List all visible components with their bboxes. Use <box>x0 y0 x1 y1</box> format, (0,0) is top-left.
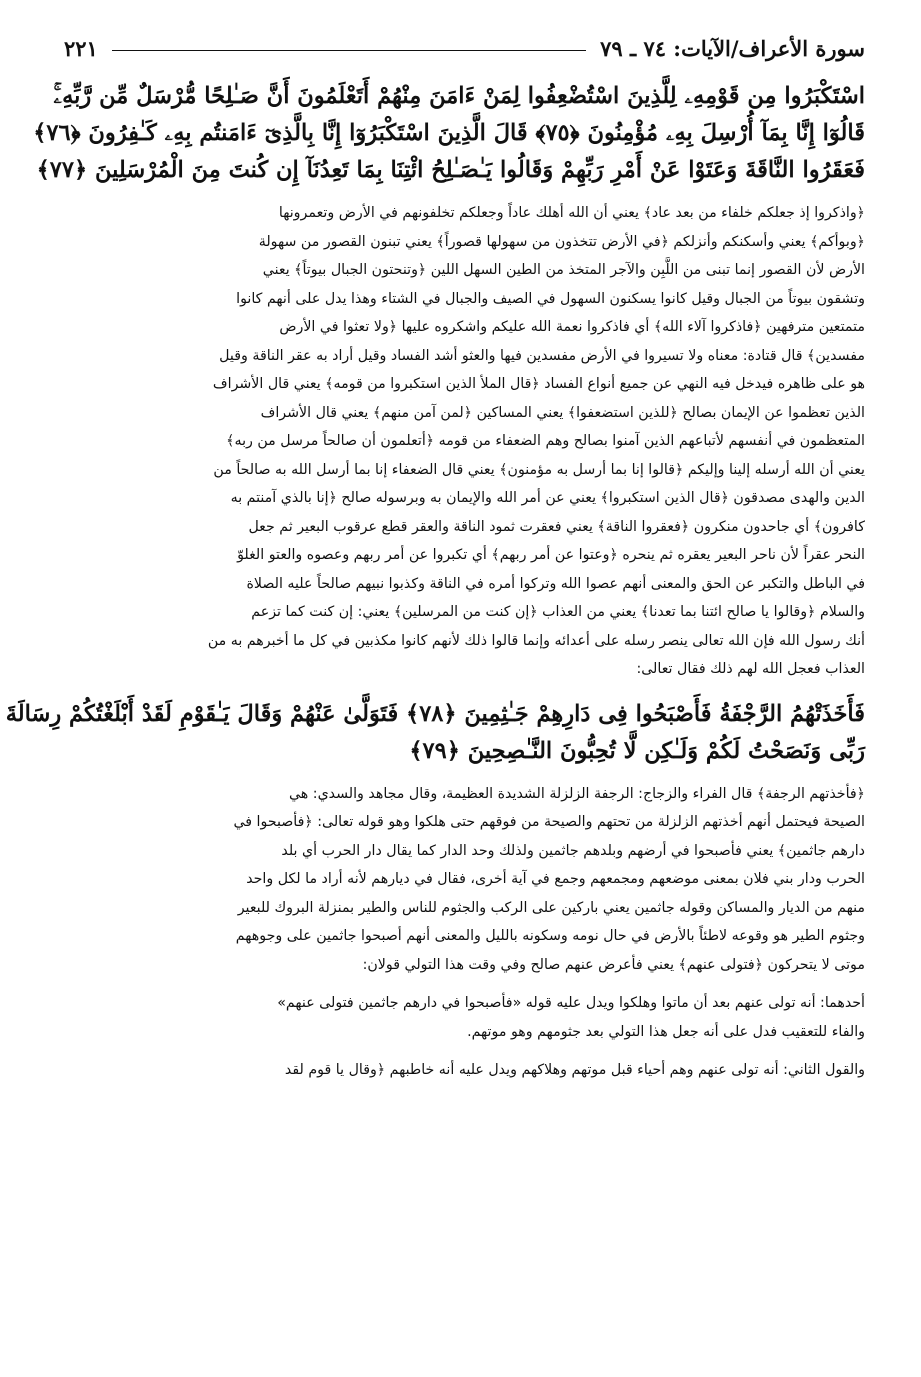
tafsir-paragraph-1 <box>64 199 865 684</box>
page-number: ٢٢١ <box>64 35 98 61</box>
tafsir-line: ﴿واذكروا إذ جعلكم خلفاء من بعد عاد﴾ يعني أن الله أهلك عاداً وجعلكم تخلفونهم في الأرض وتعمرونها <box>278 205 865 221</box>
verse-line: فَعَقَرُوا النَّاقَةَ وَعَتَوْا عَنْ أَمْرِ رَبِّهِمْ وَقَالُوا يَـٰصَـٰلِحُ ائْتِنَا بِمَا تَعِدُنَآ إِن كُنتَ مِنَ الْمُرْسَلِينَ ﴿٧٧﴾ <box>36 157 865 183</box>
header-rule <box>112 50 586 51</box>
tafsir-line: ﴿فأخذتهم الرجفة﴾ قال الفراء والزجاج: الرجفة الزلزلة الشديدة العظيمة، وقال مجاهد والسدي: هي <box>288 785 865 802</box>
tafsir-line: مفسدين﴾ قال قتادة: معناه ولا تسيروا في الأرض مفسدين فيها والعثو أشد الفساد وقيل أراد به عقر الناقة وقيل <box>219 347 865 364</box>
tafsir-line: هو على ظاهره فيدخل فيه النهي عن جميع أنواع الفساد ﴿قال الملأ الذين استكبروا من قومه﴾ يعني قال الأشراف <box>212 376 865 392</box>
tafsir-line: العذاب فعجل الله لهم ذلك فقال تعالى: <box>636 661 865 677</box>
quran-verses-block-1 <box>33 78 865 189</box>
tafsir-line: كافرون﴾ أي جاحدون منكرون ﴿فعقروا الناقة﴾ يعني فعقرت ثمود الناقة والعقر قطع عرقوب البعير ثم جعل <box>248 518 865 535</box>
tafsir-line: وتشقون بيوتاً من الجبال وقيل كانوا يسكنون السهول في الصيف والجبال في الشتاء وهذا يدل على أنهم كانوا <box>236 290 865 307</box>
tafsir-line: الدين والهدى مصدقون ﴿قال الذين استكبروا﴾ يعني عن أمر الله والإيمان به وبرسوله صالح ﴿إنا بالذي آمنتم به <box>230 490 865 506</box>
tafsir-line: الأرض لأن القصور إنما تبنى من اللَّبِن والآجر المتخذ من الطين السهل اللين ﴿وتنحتون الجبال بيوتاً﴾ يعني <box>262 262 865 278</box>
tafsir-line: موتى لا يتحركون ﴿فتولى عنهم﴾ يعني فأعرض عنهم صالح وفي وقت هذا التولي قولان: <box>362 956 865 973</box>
tafsir-line: في الباطل والتكبر عن الحق والمعنى أنهم عصوا الله وتركوا أمره في الناقة وكذبوا نبيهم صالحاً عليه الصلاة <box>246 575 865 592</box>
tafsir-line: المتعظمون في أنفسهم لأتباعهم الذين آمنوا بصالح وهم الضعفاء من قومه ﴿أتعلمون أن صالحاً مرسل من ربه﴾ <box>226 433 865 449</box>
tafsir-line: الصيحة فيحتمل أنهم أخذتهم الزلزلة من تحتهم والصيحة من فوقهم حتى هلكوا وهو قوله تعالى: ﴿فأصبحوا في <box>233 814 865 830</box>
tafsir-line: والفاء للتعقيب فدل على أنه جعل هذا التولي بعد جثومهم وهو موتهم. <box>467 1023 865 1040</box>
tafsir-line: الذين تعظموا عن الإيمان بصالح ﴿للذين استضعفوا﴾ يعني المساكين ﴿لمن آمن منهم﴾ يعني قال الأشراف <box>260 404 865 421</box>
surah-title: سورة الأعراف/الآيات: ٧٤ ـ ٧٩ <box>600 35 865 61</box>
verse-line: رَبِّى وَنَصَحْتُ لَكُمْ وَلَـٰكِن لَّا تُحِبُّونَ النَّـٰصِحِينَ ﴿٧٩﴾ <box>409 737 865 764</box>
tafsir-line: والقول الثاني: أنه تولى عنهم وهم أحياء قبل موتهم وهلاكهم ويدل عليه أنه خاطبهم ﴿وقال يا قوم لقد <box>284 1062 865 1078</box>
tafsir-line: ﴿وبوأكم﴾ يعني وأسكنكم وأنزلكم ﴿في الأرض تتخذون من سهولها قصوراً﴾ يعني تبنون القصور من سهولة <box>258 233 865 250</box>
tafsir-line: أنك رسول الله فإن الله تعالى ينصر رسله على أعدائه وإنما قالوا ذلك لأنهم كانوا مكذبين في كل ما أخبرهم به من <box>207 632 865 649</box>
quran-verses-block-2 <box>5 696 865 770</box>
tafsir-line: يعني أن الله أرسله إلينا وإليكم ﴿قالوا إنا بما أرسل به مؤمنون﴾ يعني قال الضعفاء إنا بما أرسل الله به صالحاً من <box>213 461 865 478</box>
tafsir-line: متمتعين مترفهين ﴿فاذكروا آلاء الله﴾ أي فاذكروا نعمة الله عليكم واشكروه عليها ﴿ولا تعثوا في الأرض <box>279 319 865 335</box>
verse-line: اسْتَكْبَرُوا مِن قَوْمِهِۦ لِلَّذِينَ اسْتُضْعِفُوا لِمَنْ ءَامَنَ مِنْهُمْ أَتَعْلَمُونَ أَنَّ صَـٰلِحًا مُّرْسَلٌ مِّن رَّبِّهِۦۚ <box>53 83 865 109</box>
page-header <box>64 30 865 66</box>
verse-line: قَالُوٓا إِنَّا بِمَآ أُرْسِلَ بِهِۦ مُؤْمِنُونَ ﴿٧٥﴾ قَالَ الَّذِينَ اسْتَكْبَرُوٓا إِنَّا بِالَّذِىٓ ءَامَنتُم بِهِۦ كَـٰفِرُونَ ﴿٧٦﴾ <box>33 120 865 146</box>
tafsir-line: الحرب ودار بني فلان بمعنى موضعهم ومجمعهم وجمع في آية أخرى، فقال في ديارهم لأنه أراد ما لكل واحد <box>246 871 865 887</box>
tafsir-paragraph-4 <box>64 1056 865 1085</box>
tafsir-line: دارهم جاثمين﴾ يعني فأصبحوا في أرضهم وبلدهم جاثمين ولذلك وحد الدار كما يقال دار الحرب أي بلد <box>281 842 865 859</box>
tafsir-line: النحر عقراً لأن ناحر البعير يعقره ثم ينحره ﴿وعتوا عن أمر ربهم﴾ أي تكبروا عن أمر ربهم وعصوه والعتو الغلوّ <box>237 547 865 563</box>
tafsir-line: منهم من الديار والمساكن وقوله جاثمين يعني باركين على الركب والجثوم للناس والطير بمنزلة البروك للبعير <box>237 899 865 916</box>
tafsir-line: أحدهما: أنه تولى عنهم بعد أن ماتوا وهلكوا ويدل عليه قوله «فأصبحوا في دارهم جاثمين فتولى عنهم» <box>277 995 865 1011</box>
tafsir-line: وجثوم الطير هو وقوعه لاطئاً بالأرض في حال نومه وسكونه بالليل والمعنى أنهم أصبحوا جاثمين على وجوههم <box>235 928 865 944</box>
tafsir-line: والسلام ﴿وقالوا يا صالح ائتنا بما تعدنا﴾ يعني من العذاب ﴿إن كنت من المرسلين﴾ يعني: إن كنت كما تزعم <box>251 604 865 620</box>
tafsir-paragraph-3 <box>64 989 865 1046</box>
tafsir-paragraph-2 <box>64 780 865 980</box>
verse-line: فَأَخَذَتْهُمُ الرَّجْفَةُ فَأَصْبَحُوا فِى دَارِهِمْ جَـٰثِمِينَ ﴿٧٨﴾ فَتَوَلَّىٰ عَنْهُمْ وَقَالَ يَـٰقَوْمِ لَقَدْ أَبْلَغْتُكُمْ رِسَالَةَ <box>5 700 865 727</box>
